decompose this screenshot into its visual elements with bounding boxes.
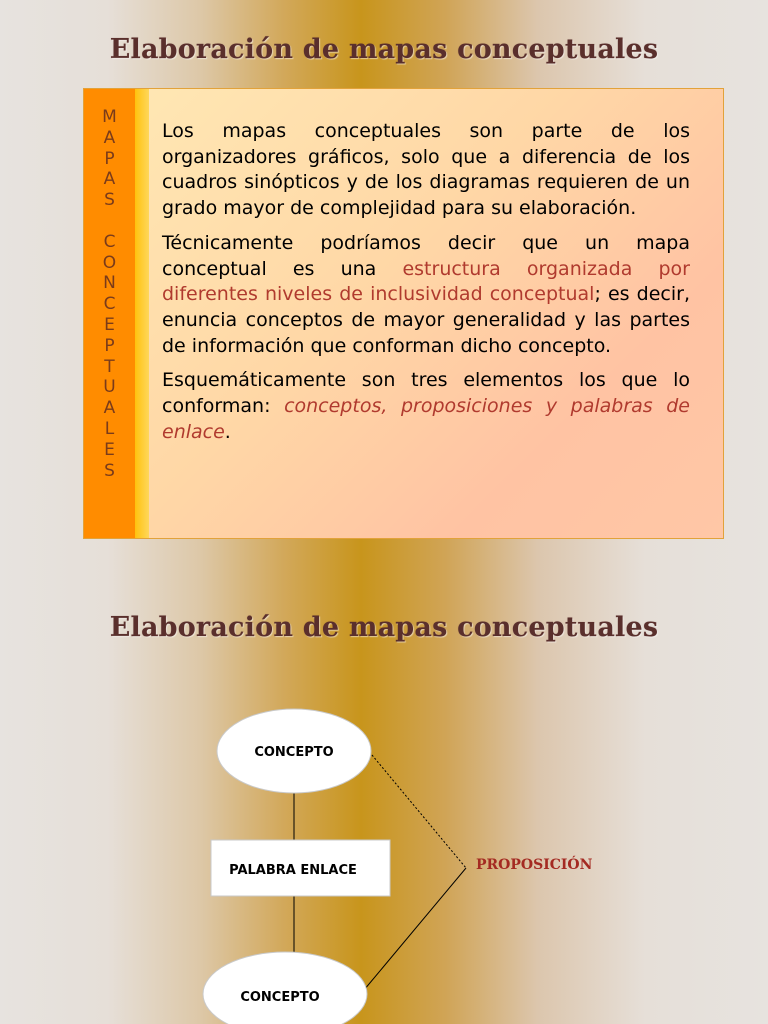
paragraph-2-highlight: estructura organizada por diferentes niveles de inclusividad conceptual [162, 257, 690, 306]
vertical-label-letter: A [103, 398, 116, 419]
paragraph-1-text: Los mapas conceptuales son parte de los organizadores gráficos, solo que a diferencia de los cuadros sinópticos y de los diagramas requieren de un grado mayor de complejidad para su elaboración. [162, 120, 690, 220]
concept-label-top: CONCEPTO [254, 745, 334, 760]
vertical-label-letter: C [103, 231, 116, 252]
paragraph-2-text-after: ; es decir, enuncia conceptos de mayor generalidad y las partes de información que conforman dicho concepto. [162, 283, 690, 357]
paragraph-3-text-before: Esquemáticamente son tres elementos los que lo conforman: [162, 369, 690, 418]
concept-label-bottom: CONCEPTO [240, 990, 320, 1005]
vertical-label-letter: C [103, 294, 116, 315]
vertical-label-letter: P [104, 335, 115, 356]
slide-2-title: Elaboración de mapas conceptuales [109, 612, 659, 643]
vertical-label-letter: S [104, 190, 115, 211]
paragraph-3-highlight: conceptos, proposiciones y palabras de enlace [162, 395, 690, 443]
vertical-label-letter: P [104, 148, 115, 169]
vertical-label-letter: O [102, 252, 117, 273]
vertical-label-letter: N [103, 273, 116, 294]
vertical-label-letter: E [104, 314, 115, 335]
paragraph-2-text-before: Técnicamente podríamos decir que un mapa conceptual es una [162, 231, 690, 280]
vertical-label-letter: U [103, 377, 116, 398]
vertical-label-letter: A [103, 127, 116, 148]
concept-node-bottom [203, 952, 367, 1024]
slide-title: Elaboración de mapas conceptuales [109, 34, 659, 65]
paragraph-3-text-after: . [224, 420, 231, 443]
vertical-label-letter: A [103, 169, 116, 190]
vertical-label-letter: L [104, 418, 115, 439]
vertical-label-letter: S [104, 460, 115, 481]
link-word-label: PALABRA ENLACE [229, 863, 357, 878]
vertical-label-letter: M [102, 107, 117, 127]
vertical-label-letter: E [104, 439, 115, 460]
vertical-label-letter: T [104, 356, 115, 377]
proposition-label: PROPOSICIÓN [476, 857, 593, 873]
